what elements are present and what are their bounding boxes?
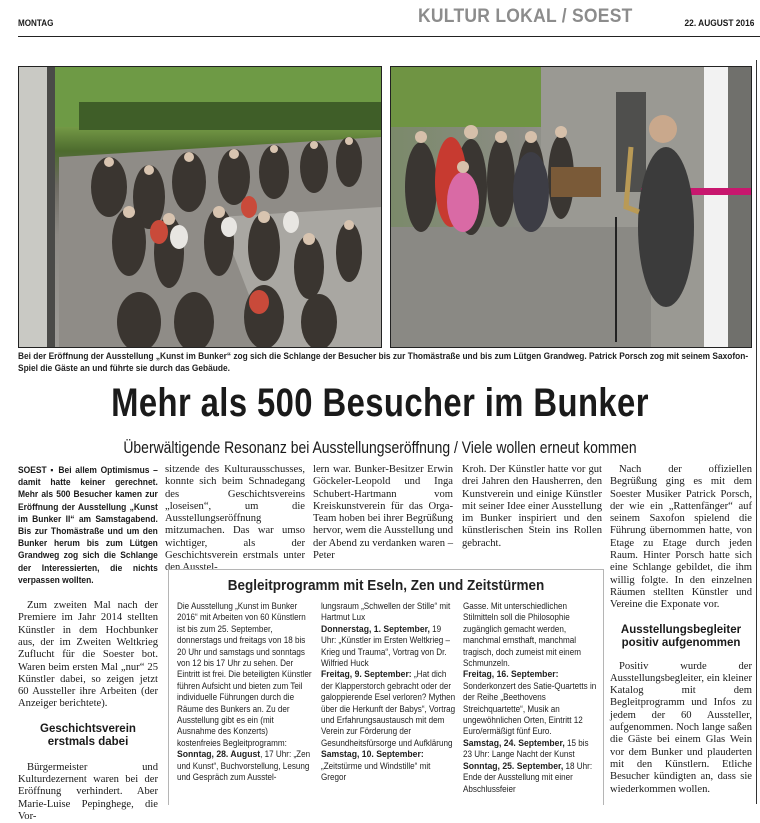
- article-column-4: Kroh. Der Künstler hatte vor gut drei Jahren den Hausherren, den Kunstverein und einige Künstler mit seiner Idee einer Ausstellung im Bunker inspiriert und den künstlerischen Stein ins Rollen gebracht.: [462, 464, 602, 549]
- article-column-3: lern war. Bunker-Besitzer Erwin Göckeler-Leopold und Inga Schubert-Hartmann vom Kreiskunstverein für das Orga-Team hoben bei ihrer Begrüßung hervor, wem die Ausstellung und der Abend zu verdanken waren – Peter: [313, 464, 453, 562]
- event-text: Sonderkonzert des Satie-Quartetts in der Reihe „Beethovens Streichquartette“, Musik an ungewöhnlichen Orten, Eintritt 12 Euro/ermäßigt fünf Euro.: [463, 680, 597, 737]
- saxophonist-illustration: [391, 67, 751, 347]
- event-text: 19 Uhr: „Künstler im Ersten Weltkrieg – Krieg und Trauma“, Vortrag von Dr. Wilfried Huck: [321, 623, 451, 669]
- event-text: „Zeitstürme und Windstille“ mit Gregor: [321, 760, 431, 783]
- event-text: 15 bis 23 Uhr: Lange Nacht der Kunst: [463, 737, 589, 760]
- article-paragraph: Nach der offiziellen Begrüßung ging es mit dem Soester Musiker Patrick Porsch, der wie ein „Rattenfänger“ auf seinem Saxofon spielend die Führung übernommen hatte, von Etage zu Etage durch jeden Raum. Hinter Porsch hatte sich eine Schlange gebildet, die ihm willig folgte. In den einzelnen Räumen stellten Künstler und Vereine die Exponate vor.: [610, 464, 752, 611]
- event-date: Samstag, 10. September:: [321, 749, 424, 761]
- event-text: 18 Uhr: Ende der Ausstellung mit einer Abschlussfeier: [463, 760, 593, 794]
- event-date: Donnerstag, 1. September,: [321, 623, 430, 635]
- infobox-column-2: [321, 601, 457, 784]
- article-paragraph: Positiv wurde der Ausstellungsbegleiter, ein kleiner Katalog mit dem Begleitprogramm und Infos zu jedem der 60 Aussteller, aufgenommen. Noch lange saßen die Gäste bei einem Glas Wein vor dem Bunker und plauderten mit den Künstlern. Etliche Besucher kündigten an, dass sie wiederkommen wollen.: [610, 660, 752, 795]
- weekday-label: MONTAG: [18, 18, 54, 28]
- photo-caption: Bei der Eröffnung der Ausstellung „Kunst im Bunker“ zog sich die Schlange der Besucher bis zur Thomästraße und bis zum Lütgen Grandweg. Patrick Porsch zog mit seinem Saxofon-Spiel die Gäste an und führte sie durch das Gebäude.: [18, 351, 749, 374]
- article-subheading: Geschichtsverein erstmals dabei: [40, 722, 136, 749]
- event-date: Freitag, 16. September:: [463, 669, 559, 681]
- event-date: Sonntag, 28. August: [177, 749, 261, 761]
- event-text: „Hat dich der Klapperstorch gebracht oder der galoppierende Esel verloren? Mythen über die Herkunft der Babys“, Vortrag und Erfahrungsaustausch mit dem Verein zur Förderung der Gesundheitsfürsorge und Aufklärung: [321, 669, 456, 748]
- crowd-illustration: [19, 67, 381, 347]
- article-paragraph: Zum zweiten Mal nach der Premiere im Jahr 2014 stellten Künstler in dem Hochbunker aus, der im Zweiten Weltkrieg Zuflucht für die Soester bot. Waren beim ersten Mal „nur“ 25 Künstler dabei, so zeigen jetzt 60 Aussteller ihre Arbeiten (der Anzeiger berichtete).: [18, 600, 158, 710]
- article-subheading: Ausstellungsbegleiter positiv aufgenommen: [620, 623, 742, 650]
- column-rule: [756, 60, 757, 804]
- event-text: Gasse. Mit unterschiedlichen Stilmitteln soll die Philosophie zugänglich gemacht werden, manchmal ernsthaft, manchmal tragisch, doch zumeist mit einem Schmunzeln.: [463, 601, 581, 669]
- event-text: lungsraum „Schwellen der Stille“ mit Hartmut Lux: [321, 601, 451, 623]
- infobox-intro: Die Ausstellung „Kunst im Bunker 2016“ mit Arbeiten von 60 Künstlern ist bis zum 25. September, donnerstags und freitags von 18 bis 20 Uhr und samstags und sonntags von 12 bis 17 Uhr zu sehen. Der Eintritt ist frei. Die beteiligten Künstler führen Aufsicht und bieten zum Teil individuelle Führungen durch die Räume des Bunkers an. Zu der Ausstellung gibt es ein (mit Ausnahme des Konzerts) kostenfreies Begleitprogramm:: [177, 601, 312, 748]
- infobox-column-3: [463, 601, 599, 795]
- infobox-title: Begleitprogramm mit Eseln, Zen und Zeitstürmen: [227, 577, 545, 594]
- event-date: Sonntag, 25. September,: [463, 760, 564, 772]
- page-header: [18, 0, 760, 37]
- subheadline: Überwältigende Resonanz bei Ausstellungseröffnung / Viele wollen erneut kommen: [123, 438, 637, 457]
- program-infobox: [168, 569, 604, 805]
- article-paragraph: Bürgermeister und Kulturdezernent waren bei der Eröffnung verhindert. Aber Marie-Luise Pepinghege, die Vor-: [18, 761, 158, 822]
- article-column-2: sitzende des Kulturausschusses, konnte sich beim Schnadegang des Geschichtsvereins „loseisen“, um die Ausstellungseröffnung mitzumachen. Das war umso wichtiger, als der Geschichtsverein erstmals unter den Ausstel-: [165, 464, 305, 574]
- infobox-column-1: [177, 601, 313, 784]
- article-column-5: [610, 464, 752, 796]
- event-date: Freitag, 9. September:: [321, 669, 412, 681]
- issue-date: 22. AUGUST 2016: [684, 18, 754, 29]
- event-date: Samstag, 24. September,: [463, 737, 565, 749]
- saxophonist-photo: [390, 66, 752, 348]
- event-text: , 17 Uhr: „Zen und Kunst“, Buchvorstellung, Lesung und Gespräch zum Ausstel-: [177, 749, 311, 783]
- headline: Mehr als 500 Besucher im Bunker: [111, 381, 649, 425]
- article-column-1: [18, 464, 158, 823]
- article-lead: SOEST ▪ Bei allem Optimismus – damit hatte keiner gerechnet. Mehr als 500 Besucher kamen zur Eröffnung der Ausstellung „Kunst im Bunker II“ am Samstagabend. Bis zur Thomästraße und um den Bunker herum bis zum Lütgen Grandweg zog sich die Schlange der Interessierten, die nichts verpassen wollten.: [18, 465, 158, 585]
- crowd-photo: [18, 66, 382, 348]
- section-title: KULTUR LOKAL / SOEST: [418, 6, 633, 27]
